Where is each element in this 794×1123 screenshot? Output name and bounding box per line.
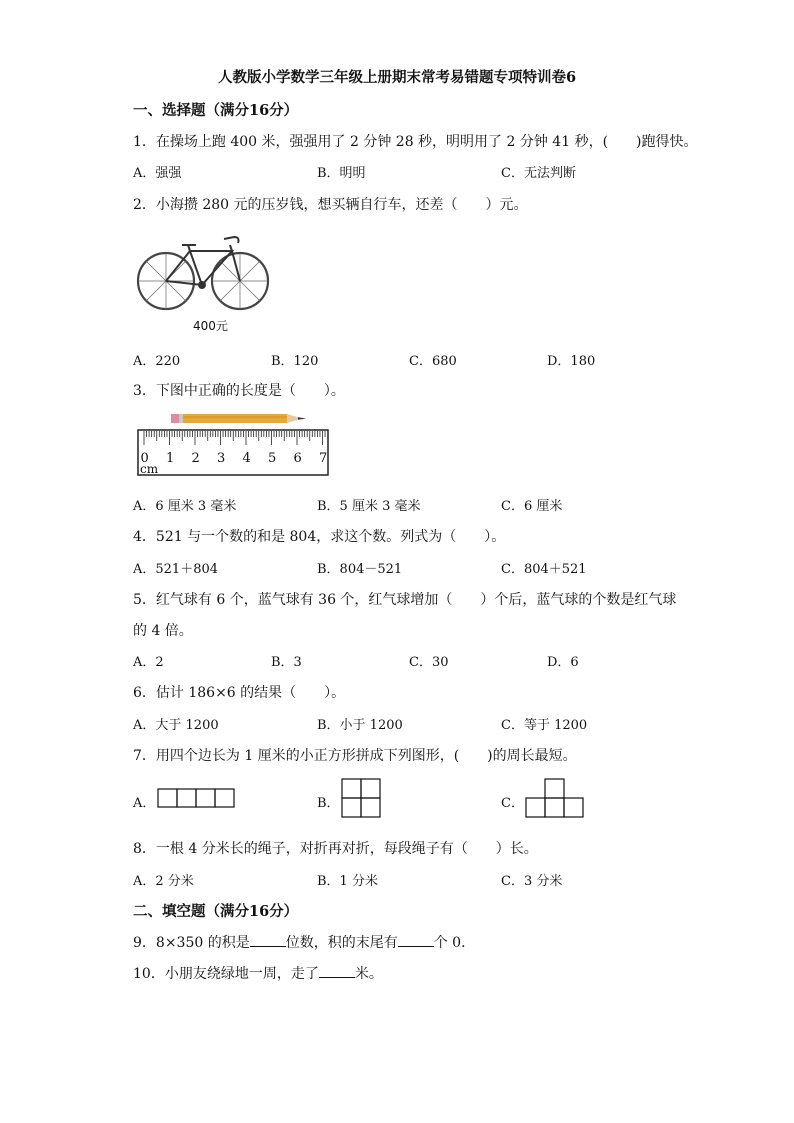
question-10 <box>133 963 383 983</box>
page-title: 人教版小学数学三年级上册期末常考易错题专项特训卷6 <box>217 69 577 86</box>
ruler-unit-label: cm <box>140 462 159 476</box>
q7-shape-b-square <box>341 778 381 818</box>
q8-option-a: A．2 分米 <box>133 874 194 889</box>
q9-text-part-3: 个 0． <box>433 935 476 951</box>
section-heading-choice: 一、选择题（满分16分） <box>133 102 299 119</box>
q5-option-c: C．30 <box>409 655 449 670</box>
q7-option-a: A． <box>133 796 156 811</box>
ruler-with-pencil <box>134 410 330 476</box>
q2-option-c: C．680 <box>409 354 457 369</box>
q1-option-b: B．明明 <box>317 166 366 181</box>
q5-option-b: B．3 <box>271 655 302 670</box>
ruler-number: 3 <box>217 451 226 466</box>
question-5-line-1: 5．红气球有 6 个，蓝气球有 36 个，红气球增加（ ）个后，蓝气球的个数是红气球 <box>133 592 677 608</box>
q3-option-b: B．5 厘米 3 毫米 <box>317 499 421 514</box>
q10-blank[interactable] <box>319 965 355 978</box>
q3-option-c: C．6 厘米 <box>501 499 563 514</box>
q8-option-b: B．1 分米 <box>317 874 378 889</box>
q9-text-part-2: 位数，积的末尾有 <box>285 935 398 951</box>
pencil-eraser <box>171 414 179 423</box>
ruler-number: 7 <box>319 451 328 466</box>
bicycle-image <box>134 223 274 313</box>
q8-option-c: C．3 分米 <box>501 874 563 889</box>
ruler-icon <box>134 410 330 476</box>
q1-option-c: C．无法判断 <box>501 166 576 181</box>
q4-option-a: A．521＋804 <box>133 562 219 577</box>
q10-text-part-2: 米。 <box>354 966 383 982</box>
q5-option-d: D．6 <box>547 655 579 670</box>
q7-shape-c-t-shape <box>525 778 585 818</box>
q7-option-c: C． <box>501 796 524 811</box>
q4-option-c: C．804＋521 <box>501 562 587 577</box>
question-3: 3．下图中正确的长度是（ ）。 <box>133 383 345 399</box>
section-heading-fill-blank: 二、填空题（满分16分） <box>133 903 299 920</box>
q6-option-b: B．小于 1200 <box>317 718 403 733</box>
question-4: 4．521 与一个数的和是 804，求这个数。列式为（ ）。 <box>133 529 506 545</box>
ruler-number: 1 <box>166 451 175 466</box>
q9-blank-2[interactable] <box>398 934 434 947</box>
q5-option-a: A．2 <box>133 655 164 670</box>
question-7: 7．用四个边长为 1 厘米的小正方形拼成下列图形，( )的周长最短。 <box>133 748 577 764</box>
question-8: 8．一根 4 分米长的绳子，对折再对折，每段绳子有（ ）长。 <box>133 841 538 857</box>
question-6: 6．估计 186×6 的结果（ ）。 <box>133 685 346 701</box>
q3-option-a: A．6 厘米 3 毫米 <box>133 499 237 514</box>
q2-option-a: A．220 <box>133 354 181 369</box>
q6-option-c: C．等于 1200 <box>501 718 588 733</box>
q9-blank-1[interactable] <box>250 934 286 947</box>
question-1: 1．在操场上跑 400 米，强强用了 2 分钟 28 秒，明明用了 2 分钟 41 秒，( )跑得快。 <box>133 134 698 150</box>
q10-text-part-1: 10．小朋友绕绿地一周，走了 <box>133 966 319 982</box>
question-5-line-2: 的 4 倍。 <box>133 623 193 639</box>
q7-shape-a-row-of-four <box>157 788 237 808</box>
ruler-number: 6 <box>293 451 302 466</box>
ruler-number: 5 <box>268 451 277 466</box>
ruler-number: 0 <box>140 451 149 466</box>
q1-option-a: A．强强 <box>133 166 182 181</box>
q9-text-part-1: 9．8×350 的积是 <box>133 935 250 951</box>
q6-option-a: A．大于 1200 <box>133 718 219 733</box>
bicycle-price-caption: 400元 <box>193 319 228 333</box>
q7-option-b: B． <box>317 796 340 811</box>
question-9 <box>133 932 475 952</box>
ruler-number: 2 <box>191 451 200 466</box>
question-2: 2．小海攒 280 元的压岁钱，想买辆自行车，还差（ ）元。 <box>133 197 528 213</box>
q2-option-b: B．120 <box>271 354 319 369</box>
ruler-number: 4 <box>242 451 251 466</box>
q4-option-b: B．804－521 <box>317 562 403 577</box>
bicycle-icon <box>134 223 274 313</box>
q2-option-d: D．180 <box>547 354 596 369</box>
